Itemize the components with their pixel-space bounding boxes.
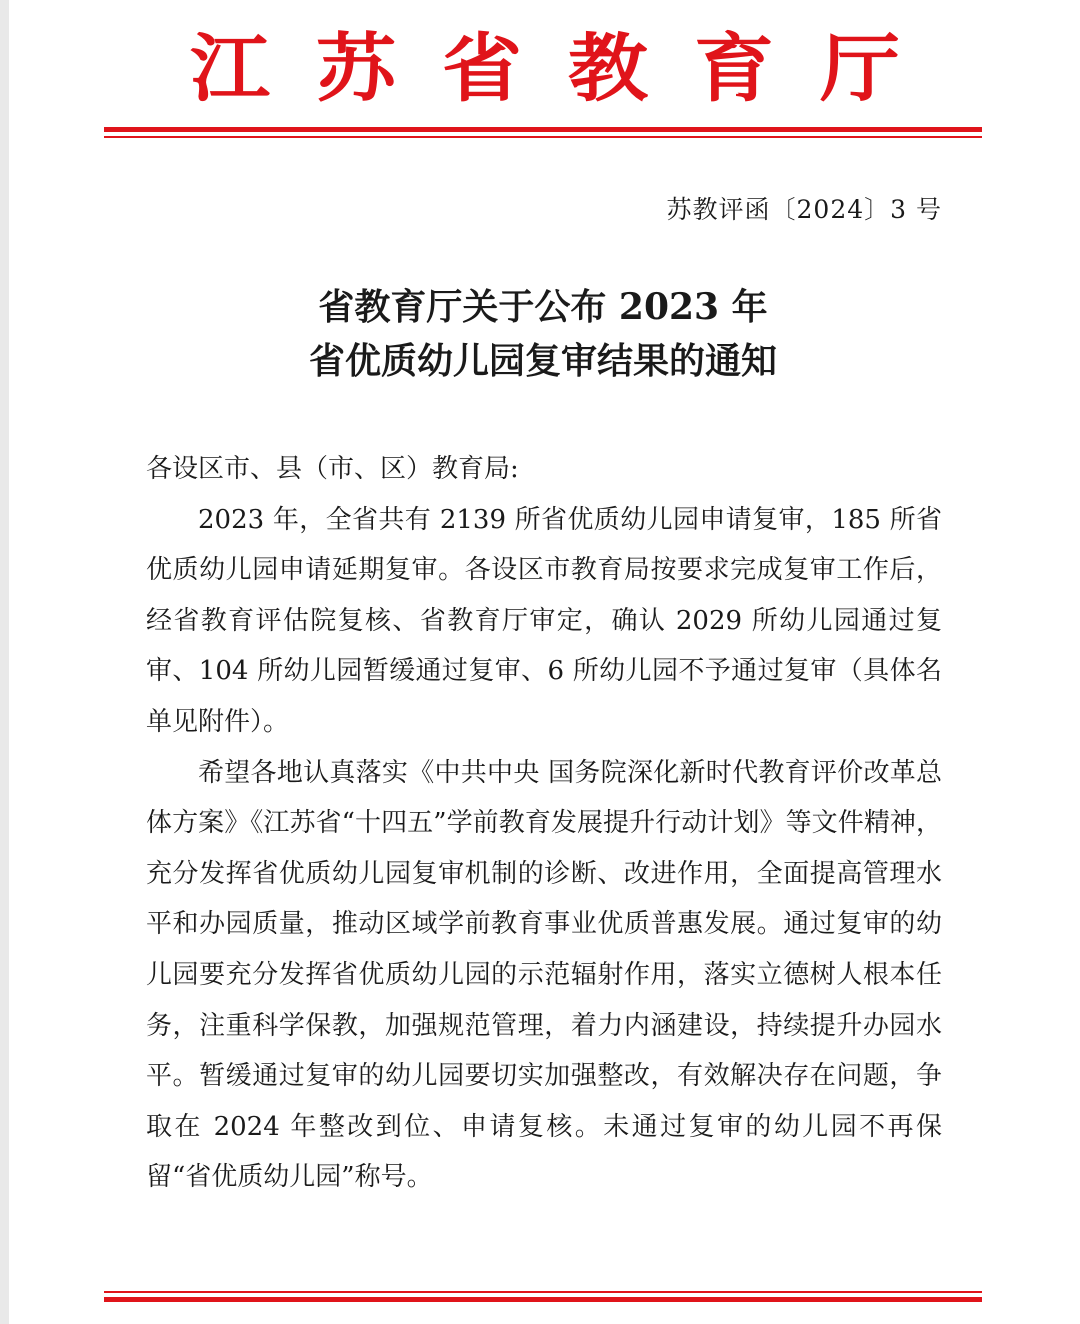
salutation: 各设区市、县（市、区）教育局:: [146, 454, 519, 484]
title-line-1: 省教育厅关于公布 2023 年: [318, 286, 768, 328]
title-line-2: 省优质幼儿园复审结果的通知: [308, 340, 777, 382]
body-paragraph: 2023 年，全省共有 2139 所省优质幼儿园申请复审，185 所省优质幼儿园申请延期复审。各设区市教育局按要求完成复审工作后，经省教育评估院复核、省教育厅审定，确认 2029 所幼儿园通过复审、104 所幼儿园暂缓通过复审、6 所幼儿园不予通过复审（具体名单见附件）。: [146, 504, 942, 737]
body-paragraph: 希望各地认真落实《中共中央 国务院深化新时代教育评价改革总体方案》《江苏省“十四五”学前教育发展提升行动计划》等文件精神，充分发挥省优质幼儿园复审机制的诊断、改进作用，全面提高管理水平和办园质量，推动区域学前教育事业优质普惠发展。通过复审的幼儿园要充分发挥省优质幼儿园的示范辐射作用，落实立德树人根本任务，注重科学保教，加强规范管理，着力内涵建设，持续提升办园水平。暂缓通过复审的幼儿园要切实加强整改，有效解决存在问题，争取在 2024 年整改到位、申请复核。未通过复审的幼儿园不再保留“省优质幼儿园”称号。: [146, 757, 942, 1193]
footer-rule-thick: [104, 1297, 982, 1302]
masthead-char: 江: [190, 24, 270, 112]
masthead-char: 育: [694, 24, 774, 112]
page-left-edge: [0, 0, 9, 1324]
document-body: [146, 444, 942, 1203]
masthead-char: 苏: [316, 24, 396, 112]
document-number: 苏教评函〔2024〕3 号: [666, 195, 942, 224]
masthead-char: 厅: [820, 24, 900, 112]
masthead-char: 教: [568, 24, 648, 112]
masthead-char: 省: [442, 24, 522, 112]
header-rule-thick: [104, 127, 982, 132]
footer-rule-thin: [104, 1291, 982, 1293]
masthead-title: [104, 24, 982, 112]
header-rule-thin: [104, 136, 982, 138]
document-title: [104, 280, 982, 388]
